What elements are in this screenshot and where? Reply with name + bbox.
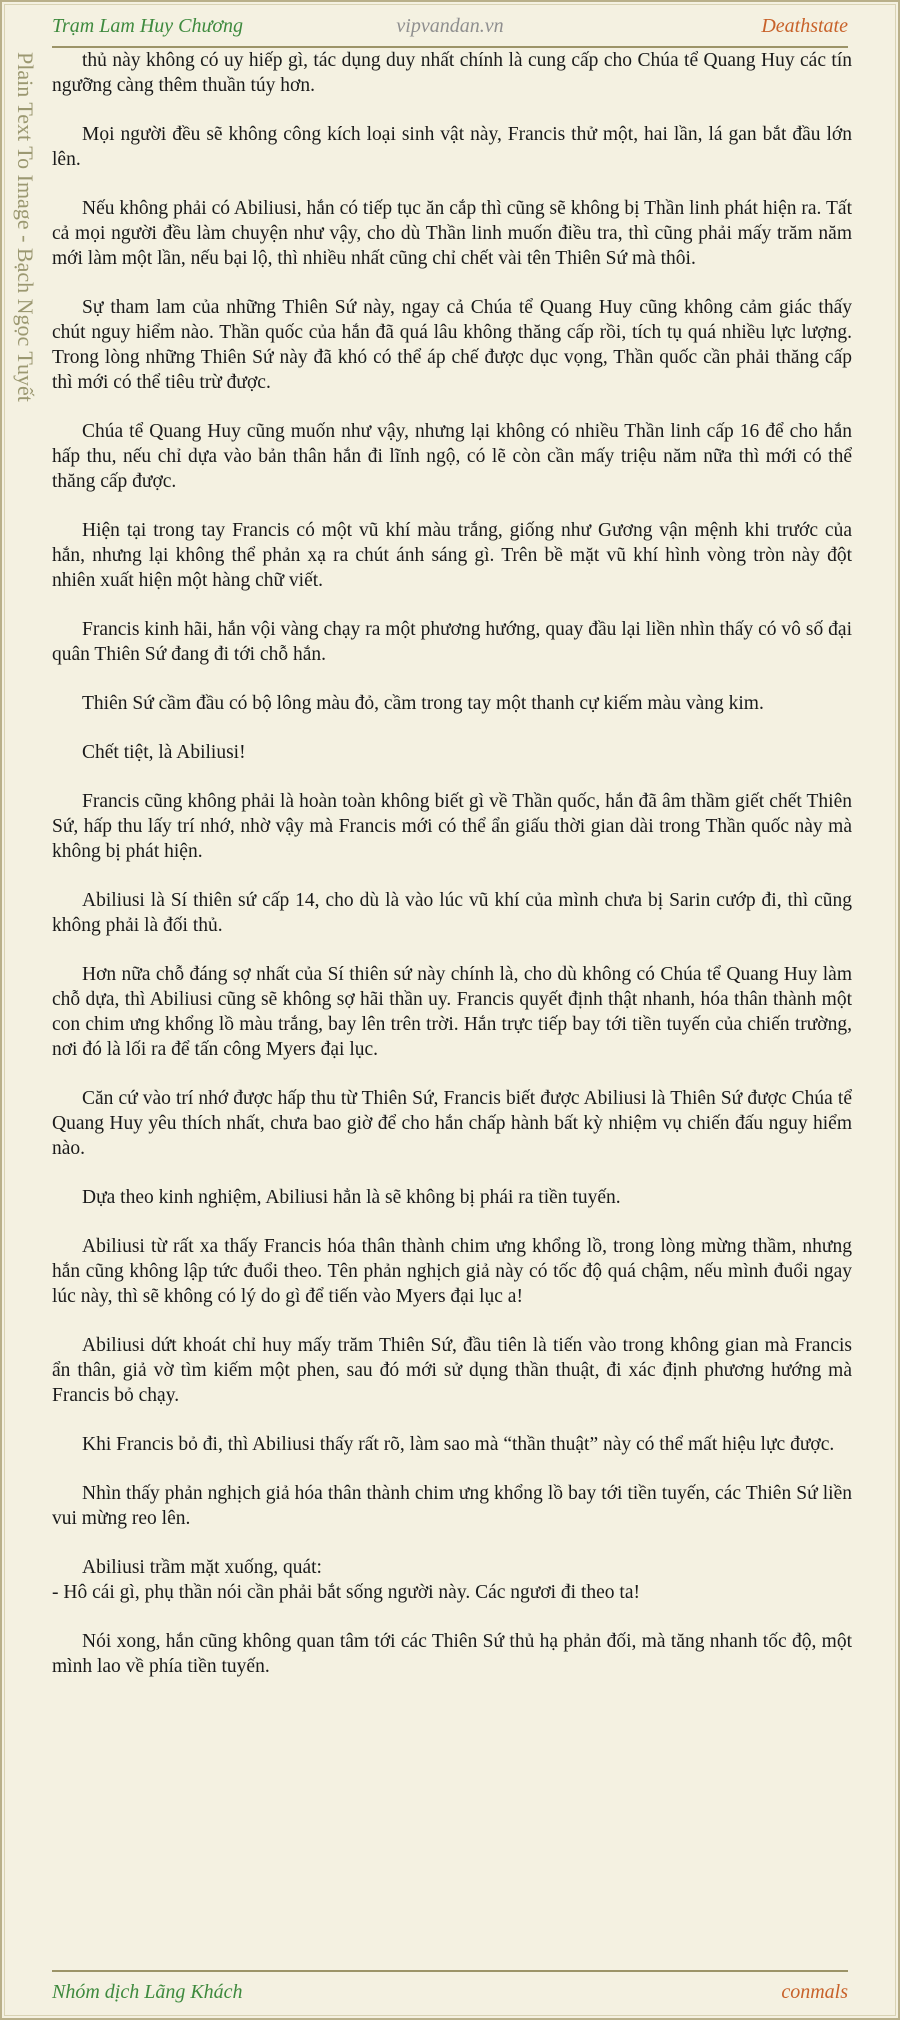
dialog-intro: Abiliusi trầm mặt xuống, quát: bbox=[82, 1557, 322, 1578]
paragraph: Francis kinh hãi, hắn vội vàng chạy ra một phương hướng, quay đầu lại liền nhìn thấy có vô số đại quân Thiên Sứ đang đi tới chỗ hắn. bbox=[52, 619, 852, 665]
header-author: Deathstate bbox=[761, 14, 848, 37]
paragraph: Nếu không phải có Abiliusi, hắn có tiếp tục ăn cắp thì cũng sẽ không bị Thần linh phát hiện ra. Tất cả mọi người đều làm chuyện như vậy, cho dù Thần linh muốn điều tra, thì cũng phải mấy trăm năm mới làm một lần, nếu bại lộ, thì nhiều nhất cũng chỉ chết vài tên Thiên Sứ mà thôi. bbox=[52, 198, 852, 269]
side-watermark bbox=[8, 52, 44, 952]
paragraph: Abiliusi dứt khoát chỉ huy mấy trăm Thiên Sứ, đầu tiên là tiến vào trong không gian mà Francis ẩn thân, giả vờ tìm kiếm một phen, sau đó mới sử dụng thần thuật, đi xác định phương hướng mà Francis bỏ chạy. bbox=[52, 1335, 852, 1406]
paragraph: Hiện tại trong tay Francis có một vũ khí màu trắng, giống như Gương vận mệnh khi trước của hắn, nhưng lại không thể phản xạ ra chút ánh sáng gì. Trên bề mặt vũ khí hình vòng tròn này đột nhiên xuất hiện một hàng chữ viết. bbox=[52, 520, 852, 591]
paragraph: Căn cứ vào trí nhớ được hấp thu từ Thiên Sứ, Francis biết được Abiliusi là Thiên Sứ được Chúa tể Quang Huy yêu thích nhất, chưa bao giờ để cho hắn chấp hành bất kỳ nhiệm vụ chiến đấu nguy hiểm nào. bbox=[52, 1088, 852, 1159]
paragraph: Chúa tể Quang Huy cũng muốn như vậy, nhưng lại không có nhiều Thần linh cấp 16 để cho hắn hấp thu, nếu chỉ dựa vào bản thân hắn đi lĩnh ngộ, có lẽ còn cần mấy triệu năm nữa thì mới có thể thăng cấp được. bbox=[52, 421, 852, 492]
footer-translator-group: Nhóm dịch Lãng Khách bbox=[52, 1980, 243, 2003]
paragraph: Dựa theo kinh nghiệm, Abiliusi hẳn là sẽ không bị phái ra tiền tuyến. bbox=[82, 1187, 621, 1208]
dialog-line: - Hô cái gì, phụ thần nói cần phải bắt sống người này. Các ngươi đi theo ta! bbox=[52, 1582, 640, 1603]
paragraph: thủ này không có uy hiếp gì, tác dụng duy nhất chính là cung cấp cho Chúa tể Quang Huy các tín ngưỡng càng thêm thuần túy hơn. bbox=[52, 50, 852, 96]
chapter-text bbox=[52, 48, 852, 1703]
paragraph: Abiliusi từ rất xa thấy Francis hóa thân thành chim ưng khổng lồ, trong lòng mừng thầm, nhưng hắn cũng không lập tức đuổi theo. Tên phản nghịch giả này có tốc độ quá chậm, nếu mình đuổi ngay lúc này, thì sẽ không có lý do gì để tiến vào Myers đại lục a! bbox=[52, 1236, 852, 1307]
side-watermark-text: Plain Text To Image - Bạch Ngọc Tuyết bbox=[13, 52, 38, 402]
footer-editor: conmals bbox=[781, 1980, 848, 2003]
paragraph: Mọi người đều sẽ không công kích loại sinh vật này, Francis thử một, hai lần, lá gan bắt đầu lớn lên. bbox=[52, 124, 852, 170]
page-footer bbox=[52, 1970, 848, 2012]
paragraph: Sự tham lam của những Thiên Sứ này, ngay cả Chúa tể Quang Huy cũng không cảm giác thấy chút nguy hiểm nào. Thần quốc của hắn đã quá lâu không thăng cấp rồi, tích tụ quá nhiều lực lượng. Trong lòng những Thiên Sứ này đã khó có thể áp chế được dục vọng, Thần quốc cần phải thăng cấp thì mới có thể tiêu trừ được. bbox=[52, 297, 852, 393]
paragraph: Hơn nữa chỗ đáng sợ nhất của Sí thiên sứ này chính là, cho dù không có Chúa tể Quang Huy làm chỗ dựa, thì Abiliusi cũng sẽ không sợ hãi thần uy. Francis quyết định thật nhanh, hóa thân thành một con chim ưng khổng lồ màu trắng, bay lên trên trời. Hắn trực tiếp bay tới tiền tuyến của chiến trường, nơi đó là lối ra để tấn công Myers đại lục. bbox=[52, 964, 852, 1060]
paragraph: Nói xong, hắn cũng không quan tâm tới các Thiên Sứ thủ hạ phản đối, mà tăng nhanh tốc độ, một mình lao về phía tiền tuyến. bbox=[52, 1631, 852, 1677]
page-header bbox=[52, 6, 848, 48]
header-site-name: Trạm Lam Huy Chương bbox=[52, 14, 244, 37]
paragraph: Abiliusi là Sí thiên sứ cấp 14, cho dù là vào lúc vũ khí của mình chưa bị Sarin cướp đi, thì cũng không phải là đối thủ. bbox=[52, 890, 852, 936]
header-website: vipvandan.vn bbox=[396, 14, 504, 37]
paragraph: Francis cũng không phải là hoàn toàn không biết gì về Thần quốc, hắn đã âm thầm giết chết Thiên Sứ, hấp thu lấy trí nhớ, nhờ vậy mà Francis mới có thể ẩn giấu thời gian dài trong Thần quốc này mà không bị phát hiện. bbox=[52, 791, 852, 862]
paragraph: Khi Francis bỏ đi, thì Abiliusi thấy rất rõ, làm sao mà “thần thuật” này có thể mất hiệu lực được. bbox=[82, 1434, 835, 1455]
paragraph: Thiên Sứ cầm đầu có bộ lông màu đỏ, cầm trong tay một thanh cự kiếm màu vàng kim. bbox=[82, 693, 764, 714]
paragraph: Nhìn thấy phản nghịch giả hóa thân thành chim ưng khổng lồ bay tới tiền tuyến, các Thiên Sứ liền vui mừng reo lên. bbox=[52, 1483, 852, 1529]
paragraph: Chết tiệt, là Abiliusi! bbox=[82, 742, 246, 763]
